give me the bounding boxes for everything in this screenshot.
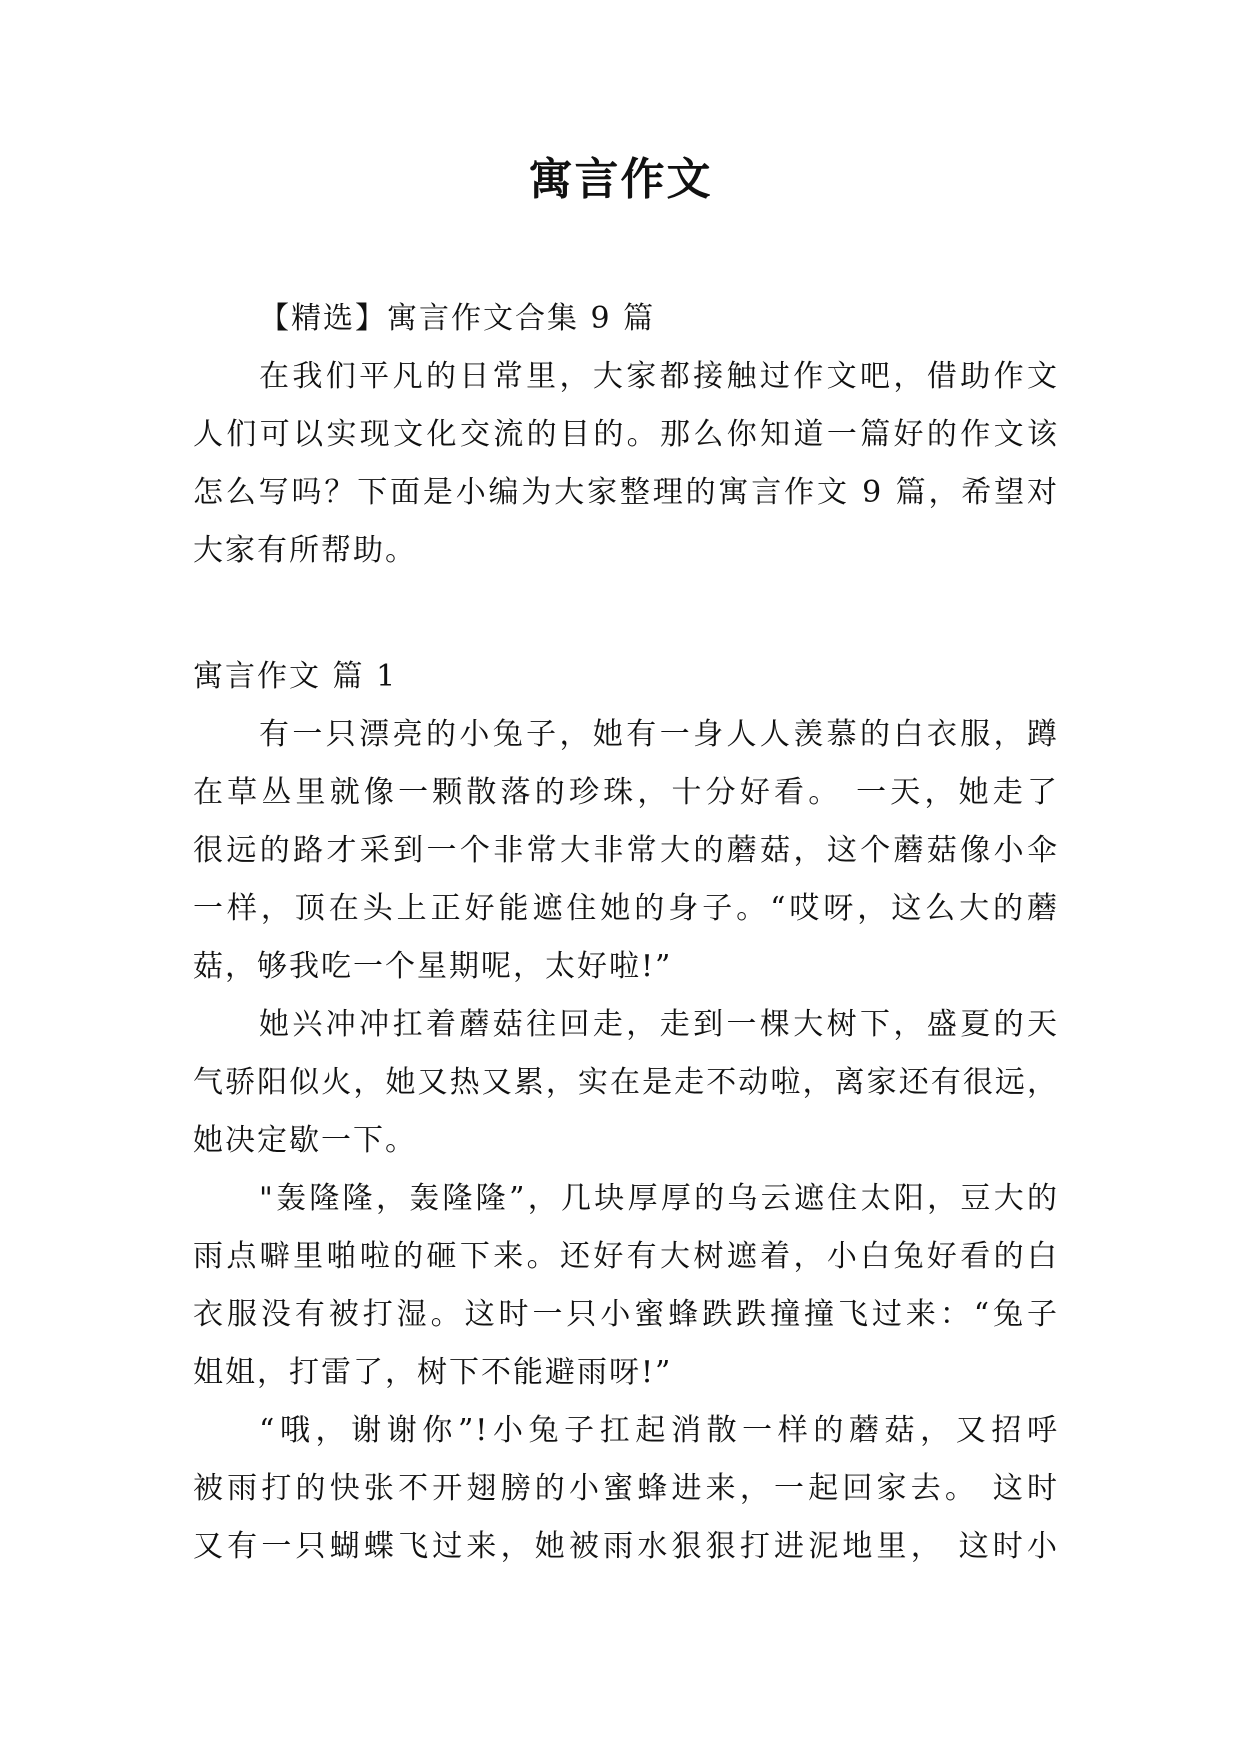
document-subtitle: 【精选】寓言作文合集 9 篇 [259,301,656,336]
story-line: "轰隆隆，轰隆隆”，几块厚厚的乌云遮住太阳，豆大的 [259,1181,1059,1216]
story-line: 气骄阳似火，她又热又累，实在是走不动啦，离家还有很远， [193,1065,1059,1100]
story-paragraph [193,706,1059,996]
story-paragraph [193,1402,1059,1576]
story-line: 一样，顶在头上正好能遮住她的身子。“哎呀，这么大的蘑 [193,891,1059,926]
section-heading: 寓言作文 篇 1 [193,659,398,694]
story-line: 很远的路才采到一个非常大非常大的蘑菇，这个蘑菇像小伞 [193,833,1059,868]
story-line: 在草丛里就像一颗散落的珍珠，十分好看。 一天，她走了 [193,775,1059,810]
intro-paragraph [193,348,1059,580]
story-line: 姐姐，打雷了，树下不能避雨呀!” [193,1355,673,1390]
intro-line: 怎么写吗？下面是小编为大家整理的寓言作文 9 篇，希望对 [193,475,1059,510]
story-line: 又有一只蝴蝶飞过来，她被雨水狠狠打进泥地里， 这时小 [193,1529,1059,1564]
document-body [193,290,1059,1576]
story-paragraph [193,1170,1059,1402]
story-line: 菇，够我吃一个星期呢，太好啦!” [193,949,673,984]
story-line: 衣服没有被打湿。这时一只小蜜蜂跌跌撞撞飞过来：“兔子 [193,1297,1059,1332]
story-line: 有一只漂亮的小兔子，她有一身人人羡慕的白衣服，蹲 [259,717,1059,752]
story-line: 她兴冲冲扛着蘑菇往回走，走到一棵大树下，盛夏的天 [259,1007,1059,1042]
story-line: 雨点噼里啪啦的砸下来。还好有大树遮着，小白兔好看的白 [193,1239,1059,1274]
story-line: 被雨打的快张不开翅膀的小蜜蜂进来，一起回家去。 这时 [193,1471,1059,1506]
intro-line: 大家有所帮助。 [193,533,417,568]
intro-line: 人们可以实现文化交流的目的。那么你知道一篇好的作文该 [193,417,1059,452]
document-title: 寓言作文 [528,154,713,205]
story-line: 她决定歇一下。 [193,1123,417,1158]
story-line: “哦，谢谢你”!小兔子扛起消散一样的蘑菇，又招呼 [259,1413,1059,1448]
story-paragraph [193,996,1059,1170]
intro-line: 在我们平凡的日常里，大家都接触过作文吧，借助作文 [259,359,1059,394]
